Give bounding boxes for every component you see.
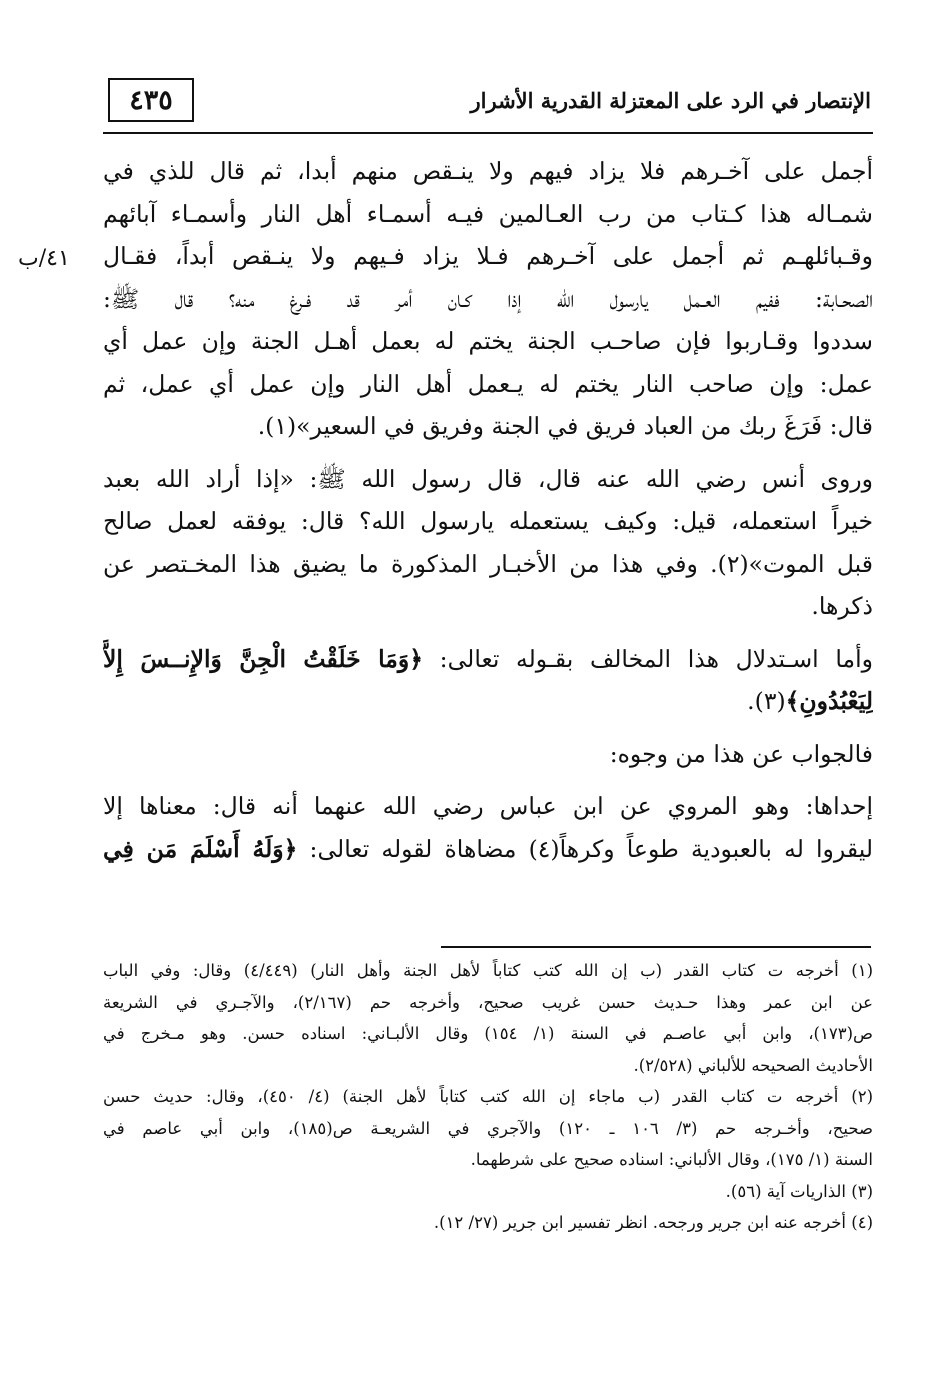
footnote-line: عن ابن عمر وهذا حـديث حسن غريب صحيح، وأخرجه حم (٢/١٦٧)، والآجـري في الشريعة [103, 992, 873, 1012]
text-line: فالجواب عن هذا من وجوه: [609, 739, 873, 768]
footnote-line: صحيح، وأخـرجه حم (٣/ ١٠٦ ـ ١٢٠) والآجري في الشريعـة ص(١٨٥)، وابن أبي عاصم في [103, 1118, 873, 1138]
text-line: وروى أنس رضي الله عنه قال، قال رسول الله ﷺ: «إذا أراد الله بعبد [103, 464, 873, 493]
line-text: ليقروا له بالعبودية طوعاً وكرهاً(٤) مضاهاة لقوله تعالى: [297, 834, 873, 863]
text-line: شمـاله هذا كـتاب من رب العـالمين فيـه أسمـاء أهل النار وأسمـاء آبائهم [103, 199, 873, 228]
footnote-line: (١) أخرجه ت كتاب القدر (ب إن الله كتب كتاباً لأهل الجنة وأهل النار) (٤/٤٤٩) وقال: وفي الباب [103, 961, 873, 980]
text-line: وقـبائلهـم ثم أجمل على آخـرهم فـلا يزاد فـيهم ولا ينـقص أبداً، فقـال [103, 242, 873, 270]
quran-verse: ﴿وَمَا خَلَقْتُ الْجِنَّ وَالإِنــسَ إِلاَّ [103, 644, 423, 673]
paragraph-1 [103, 150, 873, 448]
page-header [103, 72, 873, 134]
text-line: ذكرها. [811, 592, 873, 620]
text-line: الصحـابة: ففيم العـمل يارسول الله إذا كـان أمر قد فـرغ منه؟ قال ﷺ: [103, 284, 873, 313]
text-line: عمل: وإن صاحب النار يختم له يـعمل أهل النار وإن عمل أي عمل، ثم [103, 369, 873, 398]
paragraph-4 [103, 733, 873, 776]
paragraph-2 [103, 458, 873, 628]
line-text: (٣). [747, 687, 786, 715]
footnote-line: الأحاديث الصحيحه للألباني (٢/٥٢٨). [633, 1055, 873, 1075]
text-line: أجمل على آخـرهم فلا يزاد فيهم ولا ينـقص منهم أبدا، ثم قال للذي في [103, 157, 873, 185]
footnote-line: ص(١٧٣)، وابن أبي عاصـم في السنة (١/ ١٥٤) وقال الألبـاني: اسناده حسن. وهو مـخرج في [103, 1024, 873, 1043]
footnote-line: السنة (١/ ١٧٥)، وقال الألباني: اسناده صحيح على شرطهما. [470, 1150, 873, 1169]
footnote-line: (٢) أخرجه ت كتاب القدر (ب ماجاء إن الله كتب كتاباً لأهل الجنة) (٤/ ٤٥٠)، وقال: حديث حسن [103, 1087, 873, 1106]
page-number: ٤٣٥ [108, 78, 194, 122]
quran-verse: لِيَعْبُدُونِ﴾ [785, 687, 873, 715]
margin-folio-note: ٤١/ب [18, 246, 70, 271]
text-line [103, 638, 873, 681]
footnote-3: (٣) الذاريات آية (٥٦). [725, 1181, 873, 1201]
text-line: قال: فَرَغَ ربك من العباد فريق في الجنة وفريق في السعير»(١). [257, 412, 873, 440]
quran-verse: ﴿وَلَهُ أَسْلَمَ مَن فِي [103, 834, 298, 863]
text-line: قبل الموت»(٢). وفي هذا من الأخبـار المذكورة ما يضيق هذا المخـتصر عن [103, 549, 873, 578]
running-title: الإنتصار في الرد على المعتزلة القدرية الأشرار [470, 88, 871, 113]
line-text: وأما اسـتدلال هذا المخالف بقـوله تعالى: [422, 644, 873, 673]
footnote-2 [103, 1081, 873, 1176]
footnotes [103, 955, 873, 1239]
text-line [103, 680, 873, 723]
footnote-divider [441, 946, 871, 948]
text-line [103, 828, 873, 871]
footnote-1 [103, 955, 873, 1081]
main-text [103, 150, 873, 870]
text-line: سددوا وقـاربوا فإن صاحـب الجنة يختم له بعمل أهـل الجنة وإن عمل أي [103, 327, 873, 355]
text-line: إحداها: وهو المروي عن ابن عباس رضي الله عنهما أنه قال: معناها إلا [103, 792, 873, 820]
footnote-4: (٤) أخرجه عنه ابن جرير ورجحه. انظر تفسير ابن جرير (٢٧/ ١٢). [433, 1213, 873, 1232]
paragraph-5 [103, 785, 873, 870]
paragraph-3 [103, 638, 873, 723]
text-line: خيراً استعمله، قيل: وكيف يستعمله يارسول الله؟ قال: يوفقه لعمل صالح [103, 507, 873, 535]
